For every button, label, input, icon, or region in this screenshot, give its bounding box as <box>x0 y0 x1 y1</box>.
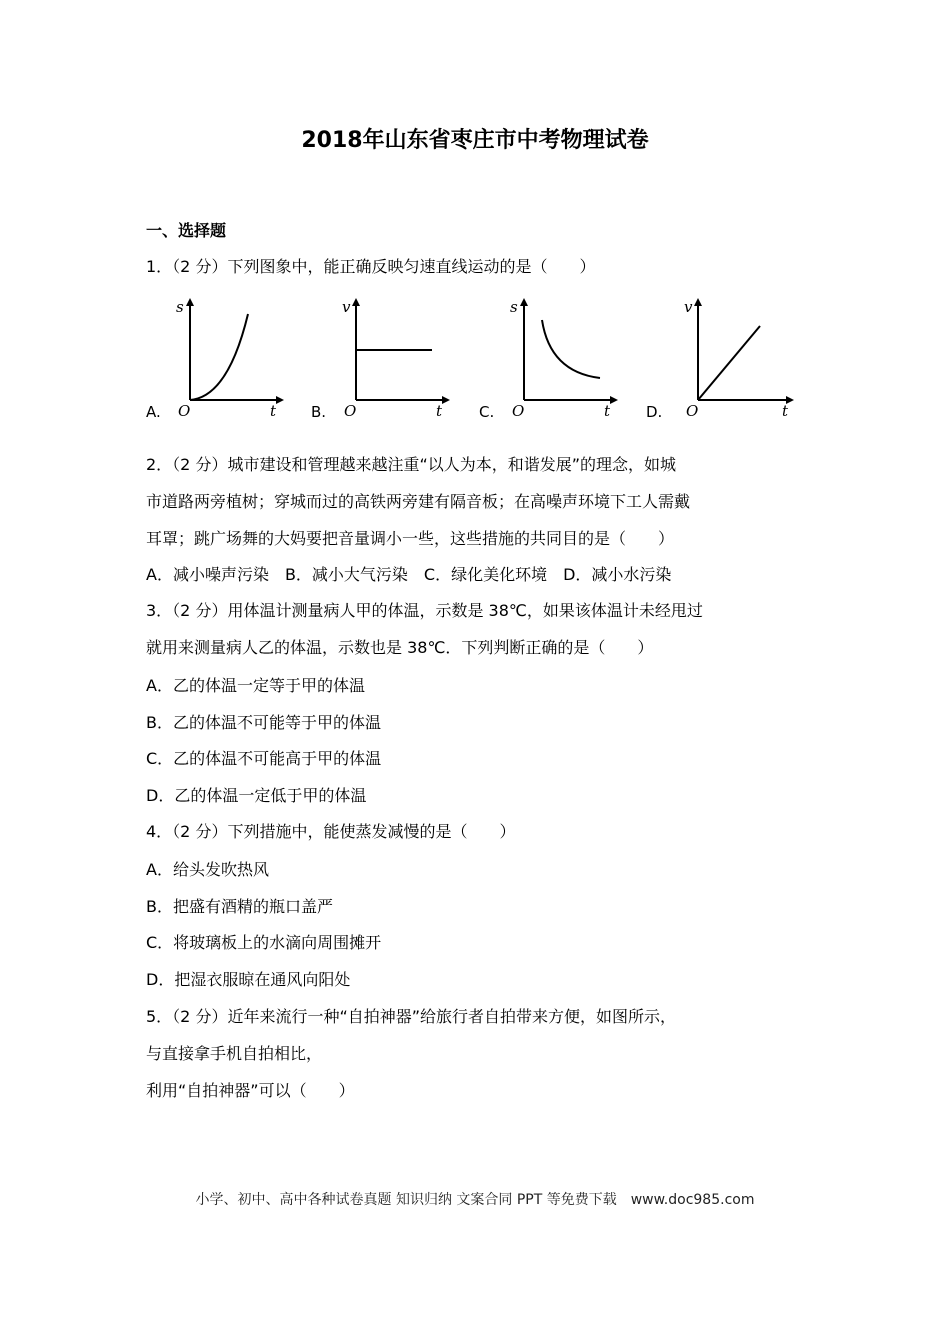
axis-label-y: v <box>342 298 351 316</box>
q1-graph-c <box>502 292 622 422</box>
origin-label: O <box>178 402 191 420</box>
origin-label: O <box>344 402 357 420</box>
q1-graph-a <box>168 292 288 422</box>
q2-line-3: 耳罩；跳广场舞的大妈要把音量调小一些，这些措施的共同目的是（ ） <box>146 529 675 548</box>
q3-line-2: 就用来测量病人乙的体温，示数也是 38℃．下列判断正确的是（ ） <box>146 638 654 657</box>
q5-line-2: 与直接拿手机自拍相比， <box>146 1044 323 1063</box>
axis-label-x: t <box>782 402 789 420</box>
q4-stem: 4．（2 分）下列措施中，能使蒸发减慢的是（ ） <box>146 822 516 841</box>
q2-options: A．减小噪声污染 B．减小大气污染 C．绿化美化环境 D．减小水污染 <box>146 565 672 584</box>
q3-line-1: 3．（2 分）用体温计测量病人甲的体温，示数是 38℃，如果该体温计未经甩过 <box>146 601 703 620</box>
footer-text: 小学、初中、高中各种试卷真题 知识归纳 文案合同 PPT 等免费下载 www.doc985.com <box>195 1192 755 1208</box>
q1-option-d-label: D. <box>646 403 663 421</box>
axis-label-x: t <box>604 402 611 420</box>
q2-line-2: 市道路两旁植树；穿城而过的高铁两旁建有隔音板；在高噪声环境下工人需戴 <box>146 492 691 511</box>
q1-option-b-label: B. <box>311 403 327 421</box>
q4-option-b: B．把盛有酒精的瓶口盖严 <box>146 897 333 916</box>
section-heading: 一、选择题 <box>146 221 227 240</box>
q4-option-c: C．将玻璃板上的水滴向周围摊开 <box>146 933 382 952</box>
page-title: 2018年山东省枣庄市中考物理试卷 <box>301 128 649 153</box>
axis-label-x: t <box>436 402 443 420</box>
q5-line-3: 利用“自拍神器”可以（ ） <box>146 1081 355 1100</box>
q2-line-1: 2．（2 分）城市建设和管理越来越注重“以人为本，和谐发展”的理念，如城 <box>146 455 677 474</box>
axis-label-y: v <box>684 298 693 316</box>
axis-label-x: t <box>270 402 277 420</box>
q3-option-d: D．乙的体温一定低于甲的体温 <box>146 786 367 805</box>
q1-graph-b <box>334 292 454 422</box>
q5-line-1: 5．（2 分）近年来流行一种“自拍神器”给旅行者自拍带来方便，如图所示， <box>146 1007 677 1026</box>
q1-option-a-label: A. <box>146 403 161 421</box>
q4-option-d: D．把湿衣服晾在通风向阳处 <box>146 970 351 989</box>
q3-option-b: B．乙的体温不可能等于甲的体温 <box>146 713 381 732</box>
q3-option-a: A．乙的体温一定等于甲的体温 <box>146 676 365 695</box>
axis-label-y: s <box>510 298 518 316</box>
axis-label-y: s <box>176 298 184 316</box>
q1-stem: 1．（2 分）下列图象中，能正确反映匀速直线运动的是（ ） <box>146 257 596 276</box>
q1-option-c-label: C. <box>479 403 495 421</box>
q1-graph-d <box>676 292 800 422</box>
origin-label: O <box>512 402 525 420</box>
q3-option-c: C．乙的体温不可能高于甲的体温 <box>146 749 382 768</box>
origin-label: O <box>686 402 699 420</box>
q4-option-a: A．给头发吹热风 <box>146 860 269 879</box>
